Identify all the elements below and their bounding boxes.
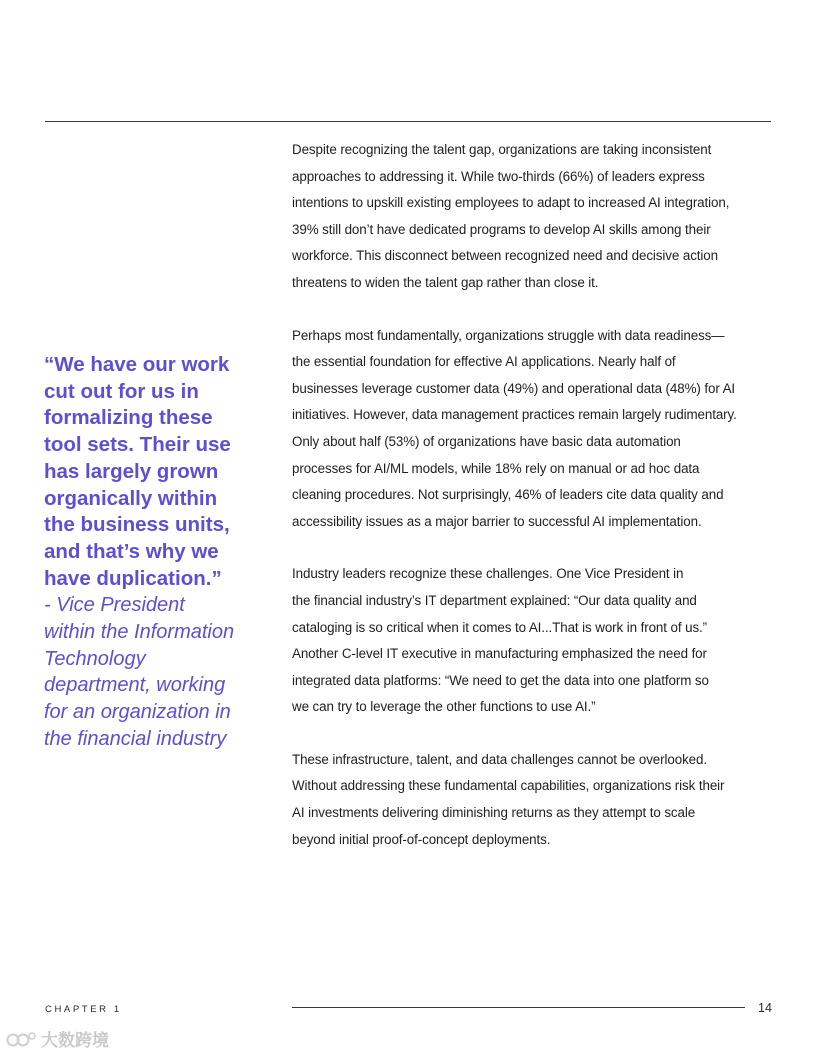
body-text-column bbox=[292, 137, 776, 879]
body-paragraph-data-readiness: Perhaps most fundamentally, organizations struggle with data readiness— the essential foundation for effective AI applications. Nearly half of businesses leverage customer data (49%) and operational data (48%) for AI initiatives. However, data management practices remain largely rudimentary. Only about half (53%) of organizations have basic data automation processes for AI/ML models, while 18% rely on manual or ad hoc data cleaning procedures. Not surprisingly, 46% of leaders cite data quality and accessibility issues as a major barrier to successful AI implementation. bbox=[292, 327, 737, 529]
chapter-label: CHAPTER 1 bbox=[45, 1004, 122, 1015]
pull-quote-text: “We have our work cut out for us in formalizing these tool sets. Their use has largely grown organically within the business units, and that’s why we have duplication.” bbox=[44, 353, 231, 590]
watermark-logo-icon bbox=[6, 1029, 38, 1049]
body-paragraph-talent: Despite recognizing the talent gap, organizations are taking inconsistent approaches to addressing it. While two-thirds (66%) of leaders express intentions to upskill existing employees to adapt to increased AI integration, 39% still don’t have dedicated programs to develop AI skills among their workforce. This disconnect between recognized need and decisive action threatens to widen the talent gap rather than close it. bbox=[292, 142, 730, 290]
pull-quote-attribution: - Vice President within the Information Technology department, working for an organization in the financial industry bbox=[44, 594, 235, 750]
pull-quote bbox=[44, 352, 264, 753]
body-paragraph-conclusion: These infrastructure, talent, and data challenges cannot be overlooked. Without addressing these fundamental capabilities, organizations risk their AI investments delivering diminishing returns as they attempt to scale beyond initial proof-of-concept deployments. bbox=[292, 751, 725, 847]
watermark-text: 大数跨境 bbox=[41, 1031, 109, 1050]
footer-divider bbox=[292, 1007, 745, 1008]
watermark bbox=[6, 1026, 109, 1051]
header-divider bbox=[45, 121, 771, 122]
page-number: 14 bbox=[758, 1001, 772, 1015]
body-paragraph-industry-leaders: Industry leaders recognize these challenges. One Vice President in the financial industry’s IT department explained: “Our data quality and cataloging is so critical when it comes to AI...That is work in front of us.” Another C-level IT executive in manufacturing emphasized the need for integrated data platforms: “We need to get the data into one platform so we can try to leverage the other functions to use AI.” bbox=[292, 566, 709, 715]
